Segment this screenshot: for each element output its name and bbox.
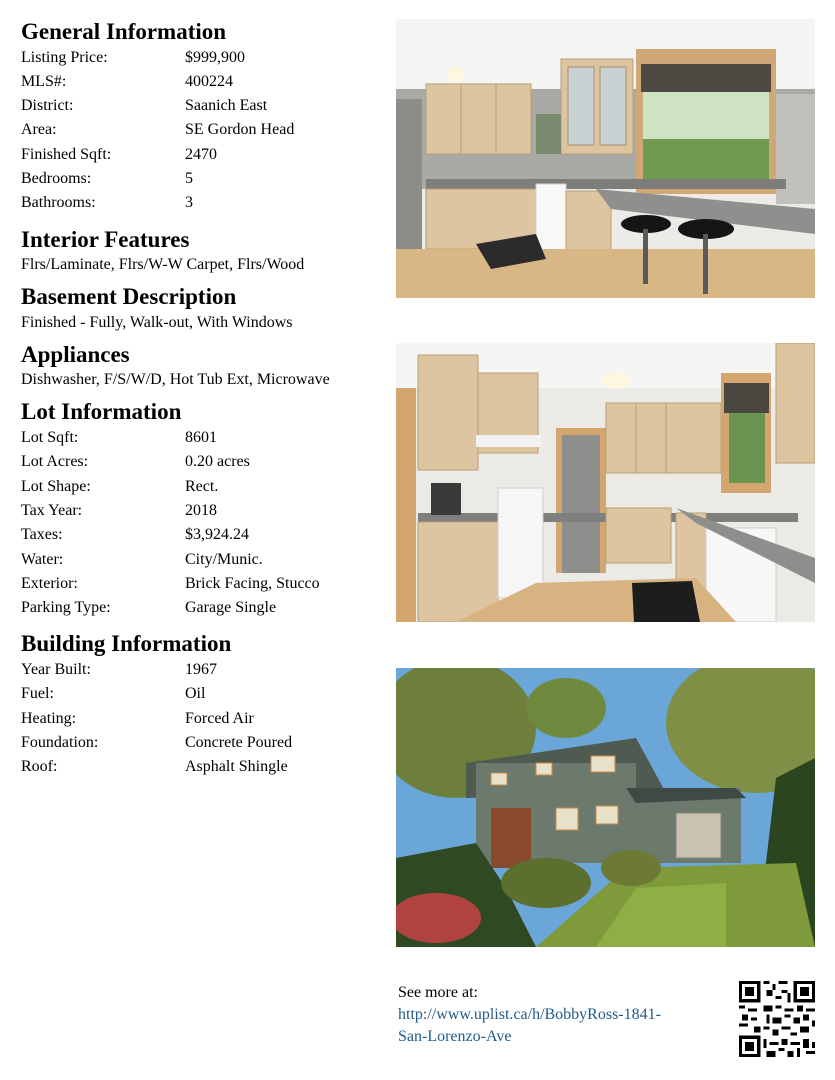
field-value: City/Munic. [185, 550, 263, 568]
general-row-bedrooms [21, 167, 381, 191]
appliances-heading: Appliances [21, 341, 130, 367]
general-row-district [21, 94, 381, 118]
interior-features-text: Flrs/Laminate, Flrs/W-W Carpet, Flrs/Wood [21, 256, 305, 274]
house-exterior-photo [396, 668, 815, 947]
qr-code-icon [739, 981, 815, 1057]
general-row-mls [21, 70, 381, 94]
lot-row-shape [21, 475, 381, 499]
listing-link[interactable] [398, 1006, 661, 1045]
field-value: Concrete Poured [185, 733, 293, 751]
field-label: Foundation: [21, 733, 99, 751]
field-value: 400224 [185, 72, 233, 90]
lot-information-section [21, 398, 381, 620]
field-value: 8601 [185, 429, 217, 447]
field-value: $999,900 [185, 48, 245, 66]
field-label: Parking Type: [21, 599, 111, 617]
field-value: $3,924.24 [185, 526, 249, 544]
field-label: Lot Acres: [21, 453, 89, 471]
field-label: Area: [21, 121, 57, 139]
field-label: Taxes: [21, 526, 63, 544]
interior-features-heading: Interior Features [21, 226, 190, 252]
building-row-heating [21, 707, 381, 731]
building-information-list [21, 658, 381, 779]
field-value: Oil [185, 685, 206, 703]
building-row-fuel [21, 682, 381, 706]
kitchen-photo-1-illustration [396, 19, 815, 298]
lot-row-acres [21, 450, 381, 474]
field-label: Bedrooms: [21, 170, 92, 188]
interior-features-section [21, 226, 381, 278]
house-exterior-photo-illustration [396, 668, 815, 947]
listing-footer [398, 982, 718, 1048]
field-value: 0.20 acres [185, 453, 250, 471]
field-label: MLS#: [21, 72, 67, 90]
field-value: Saanich East [185, 97, 268, 115]
field-label: Roof: [21, 758, 58, 776]
field-label: Lot Shape: [21, 477, 91, 495]
lot-row-parking-type [21, 596, 381, 620]
field-value: SE Gordon Head [185, 121, 295, 139]
lot-row-taxes [21, 523, 381, 547]
field-value: 1967 [185, 661, 217, 679]
lot-row-tax-year [21, 499, 381, 523]
lot-row-sqft [21, 426, 381, 450]
field-value: Brick Facing, Stucco [185, 574, 320, 592]
field-label: Heating: [21, 709, 77, 727]
field-value: 2018 [185, 501, 217, 519]
building-information-heading: Building Information [21, 631, 232, 657]
general-information-section [21, 18, 381, 216]
field-label: Lot Sqft: [21, 429, 79, 447]
general-row-area [21, 118, 381, 142]
general-row-listing-price [21, 46, 381, 70]
general-row-bathrooms [21, 191, 381, 215]
field-value: Forced Air [185, 709, 254, 727]
listing-link-line2: San-Lorenzo-Ave [398, 1028, 512, 1045]
appliances-text: Dishwasher, F/S/W/D, Hot Tub Ext, Microwave [21, 371, 330, 389]
field-value: Rect. [185, 477, 219, 495]
basement-description-heading: Basement Description [21, 284, 237, 310]
field-label: Year Built: [21, 661, 91, 679]
building-row-roof [21, 755, 381, 779]
basement-description-section [21, 283, 381, 335]
field-label: Listing Price: [21, 48, 108, 66]
field-label: Water: [21, 550, 64, 568]
field-label: District: [21, 97, 74, 115]
building-row-foundation [21, 731, 381, 755]
kitchen-photo-1 [396, 19, 815, 298]
field-label: Tax Year: [21, 501, 83, 519]
building-row-year-built [21, 658, 381, 682]
field-label: Exterior: [21, 574, 78, 592]
field-value: Garage Single [185, 599, 277, 617]
kitchen-photo-2 [396, 343, 815, 622]
field-value: 5 [185, 170, 193, 188]
lot-row-exterior [21, 572, 381, 596]
see-more-label: See more at: [398, 984, 478, 1001]
basement-description-text: Finished - Fully, Walk-out, With Windows [21, 313, 293, 331]
field-value: 2470 [185, 145, 217, 163]
general-information-list [21, 46, 381, 216]
field-label: Fuel: [21, 685, 54, 703]
field-label: Bathrooms: [21, 194, 96, 212]
field-label: Finished Sqft: [21, 145, 112, 163]
general-information-heading: General Information [21, 19, 227, 44]
lot-row-water [21, 548, 381, 572]
lot-information-heading: Lot Information [21, 399, 182, 425]
general-row-finished-sqft [21, 143, 381, 167]
lot-information-list [21, 426, 381, 620]
building-information-section [21, 630, 381, 779]
appliances-section [21, 341, 381, 393]
kitchen-photo-2-illustration [396, 343, 815, 622]
listing-details [21, 18, 381, 790]
field-value: Asphalt Shingle [185, 758, 288, 776]
field-value: 3 [185, 194, 193, 212]
listing-link-line1: http://www.uplist.ca/h/BobbyRoss-1841- [398, 1006, 661, 1023]
qr-code-graphic [739, 981, 815, 1057]
